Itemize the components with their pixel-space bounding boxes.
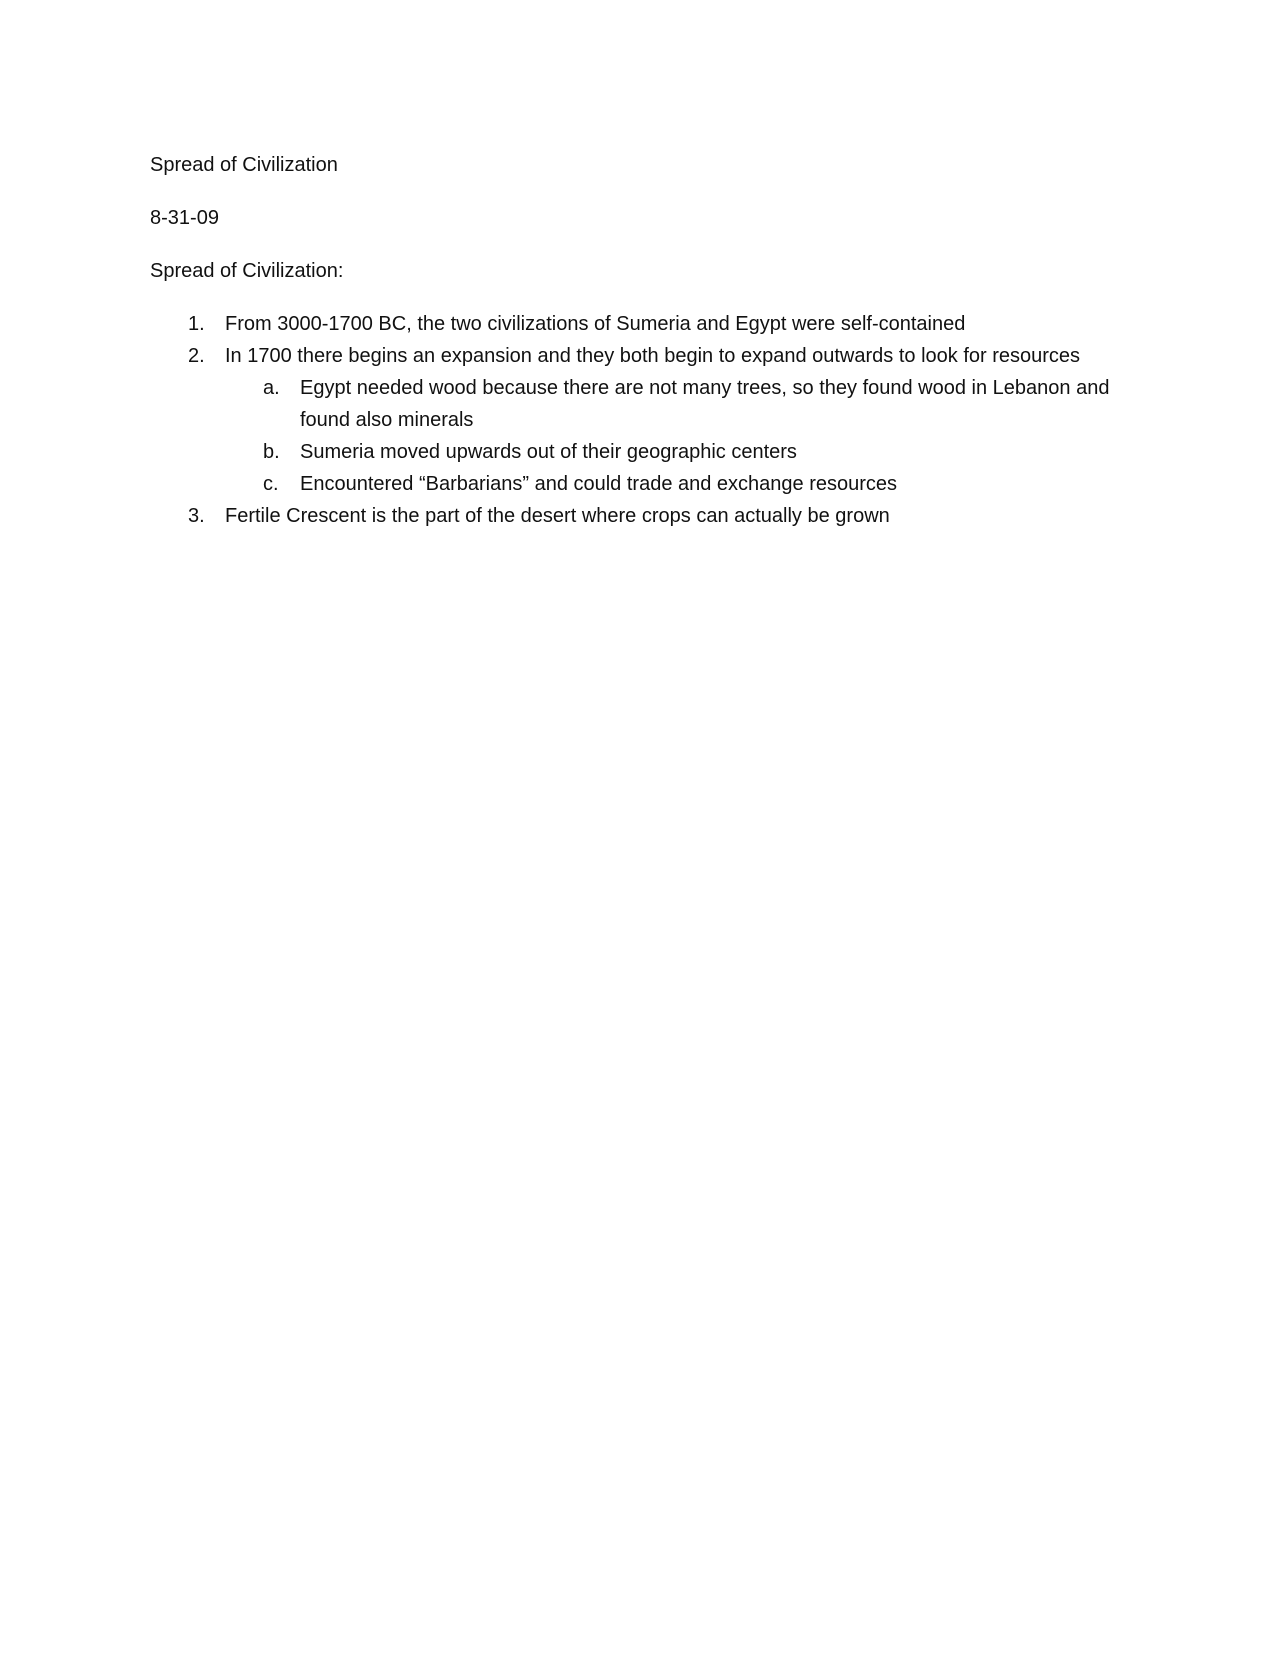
list-item xyxy=(150,308,1130,340)
document-date: 8-31-09 xyxy=(150,207,219,229)
sub-list-item-text: Encountered “Barbarians” and could trade and exchange resources xyxy=(300,473,898,495)
sub-list-letter: c. xyxy=(263,473,279,495)
sub-list-item xyxy=(150,372,1130,436)
sub-list-item xyxy=(150,468,1130,500)
list-number: 3. xyxy=(188,505,205,527)
sub-list-item xyxy=(150,436,1130,468)
sub-list-letter: a. xyxy=(263,377,280,399)
document-title: Spread of Civilization xyxy=(150,154,338,176)
list-number: 1. xyxy=(188,313,205,335)
list-item-text: From 3000-1700 BC, the two civilizations of Sumeria and Egypt were self-contained xyxy=(225,313,966,335)
sub-list-item-text: Sumeria moved upwards out of their geographic centers xyxy=(300,441,797,463)
list-item xyxy=(150,500,1130,532)
list-item-text: In 1700 there begins an expansion and they both begin to expand outwards to look for resources xyxy=(225,345,1081,367)
sub-list-item-text: Egypt needed wood because there are not many trees, so they found wood in Lebanon and found also minerals xyxy=(300,377,1110,431)
numbered-list xyxy=(150,308,1130,532)
sub-list-letter: b. xyxy=(263,441,280,463)
list-number: 2. xyxy=(188,345,205,367)
document-body xyxy=(150,149,1130,532)
list-item-text: Fertile Crescent is the part of the desert where crops can actually be grown xyxy=(225,505,890,527)
section-heading: Spread of Civilization: xyxy=(150,260,344,282)
list-item xyxy=(150,340,1130,500)
